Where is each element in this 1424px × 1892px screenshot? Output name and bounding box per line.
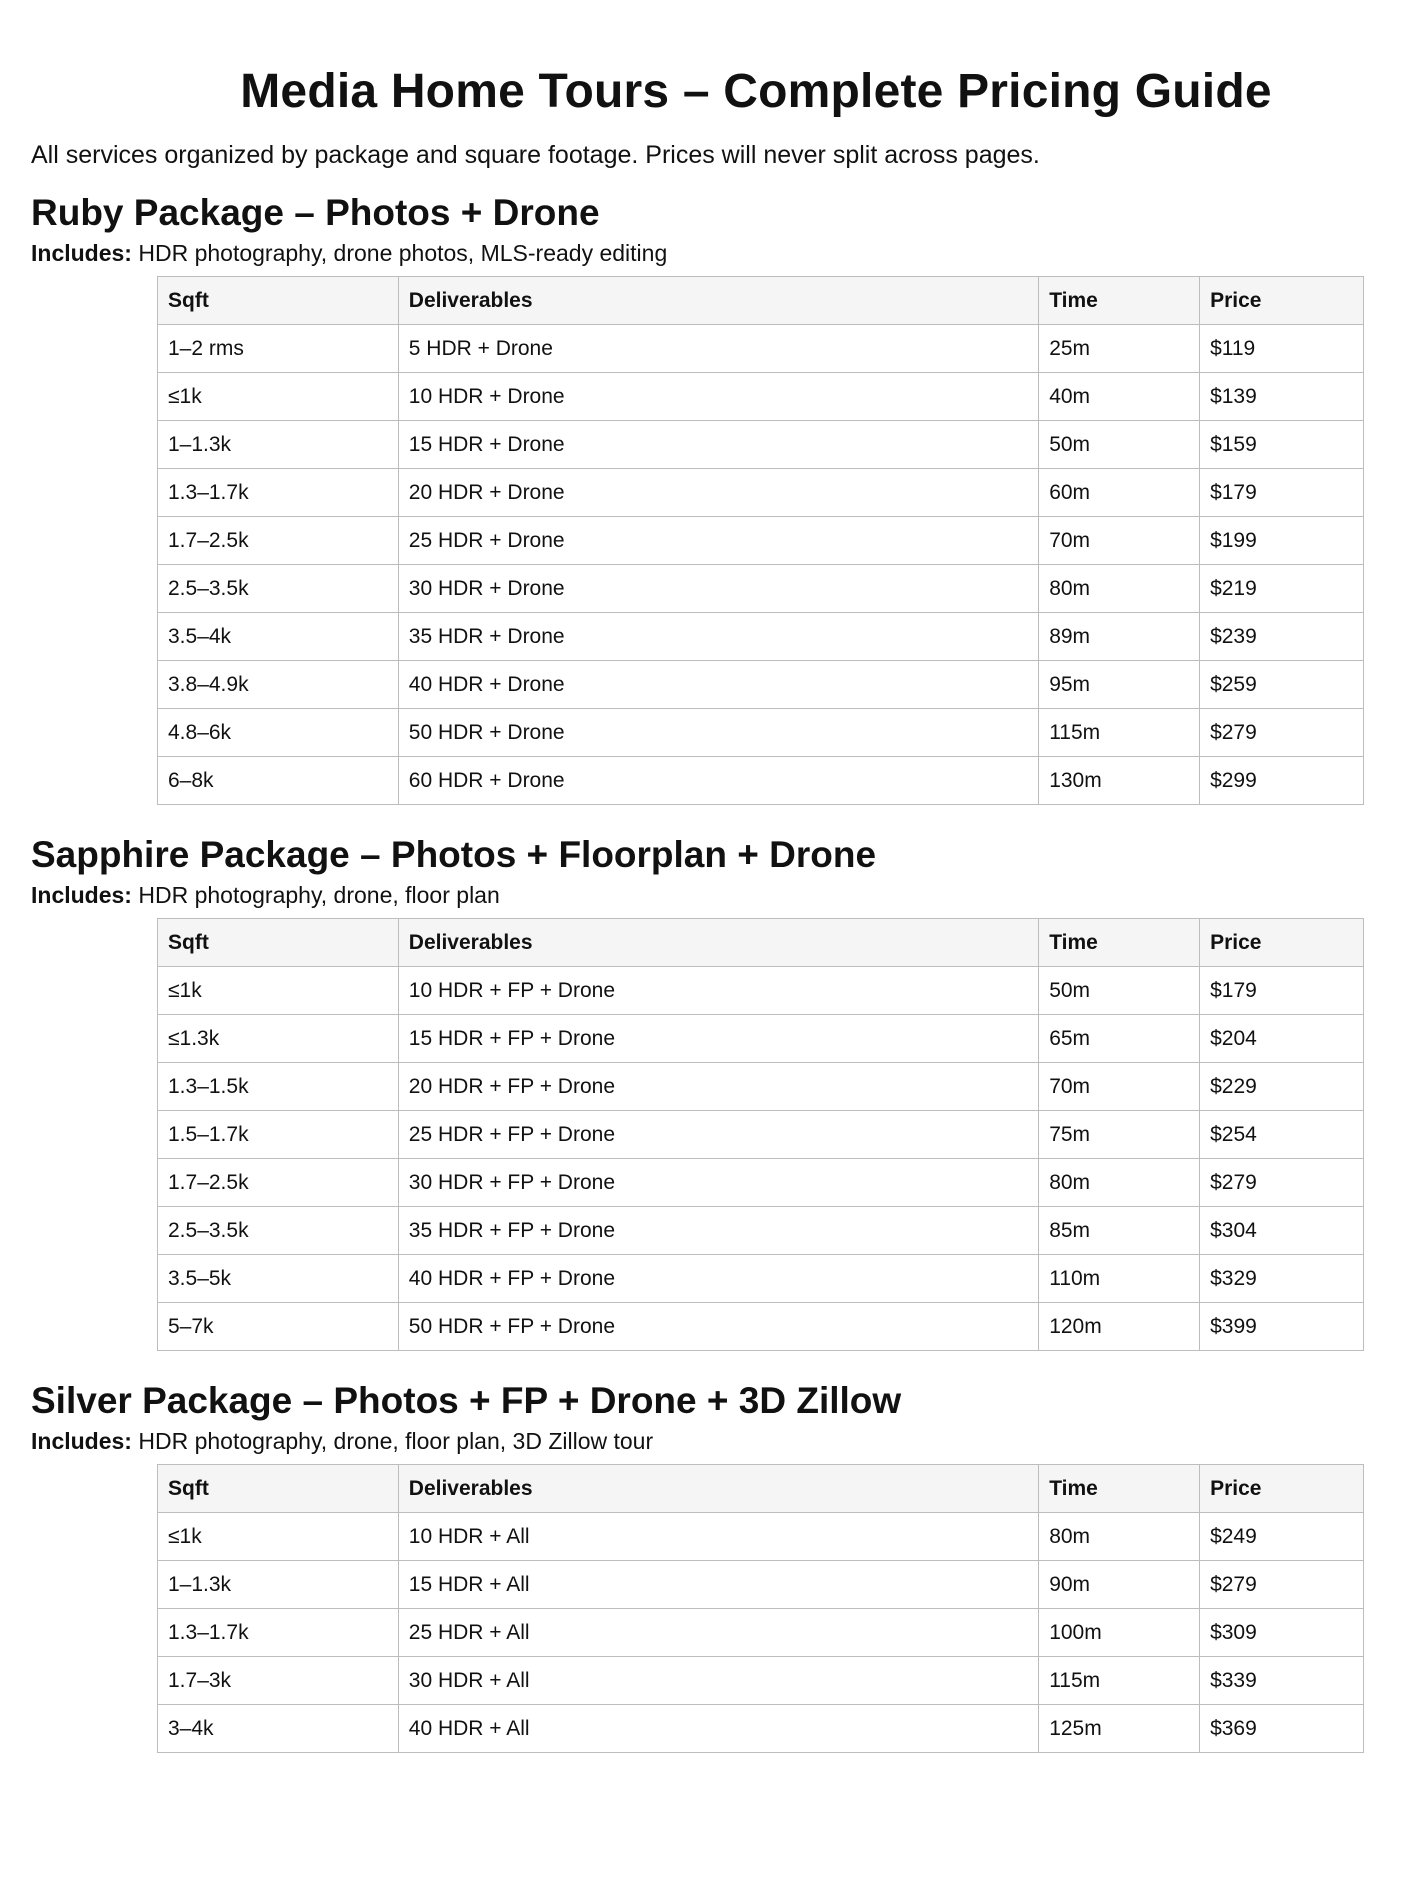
- sqft-cell: 6–8k: [158, 757, 399, 805]
- price-cell: $139: [1200, 373, 1364, 421]
- sqft-cell: 1.7–2.5k: [158, 517, 399, 565]
- price-cell: $159: [1200, 421, 1364, 469]
- deliverables-cell: 15 HDR + All: [398, 1561, 1038, 1609]
- package-title: Sapphire Package – Photos + Floorplan + Drone: [31, 834, 877, 875]
- column-header-sqft: Sqft: [158, 277, 399, 325]
- price-cell: $304: [1200, 1207, 1364, 1255]
- package-title: Ruby Package – Photos + Drone: [31, 192, 600, 233]
- time-cell: 80m: [1039, 565, 1200, 613]
- package-includes: [31, 880, 500, 910]
- deliverables-cell: 10 HDR + All: [398, 1513, 1038, 1561]
- sqft-cell: ≤1k: [158, 1513, 399, 1561]
- time-cell: 25m: [1039, 325, 1200, 373]
- column-header-time: Time: [1039, 277, 1200, 325]
- price-cell: $339: [1200, 1657, 1364, 1705]
- time-cell: 70m: [1039, 517, 1200, 565]
- sqft-cell: 1.7–3k: [158, 1657, 399, 1705]
- package-includes: [31, 1426, 653, 1456]
- deliverables-cell: 20 HDR + FP + Drone: [398, 1063, 1038, 1111]
- time-cell: 65m: [1039, 1015, 1200, 1063]
- price-cell: $369: [1200, 1705, 1364, 1753]
- pricing-table: [157, 276, 1364, 805]
- price-cell: $229: [1200, 1063, 1364, 1111]
- price-cell: $239: [1200, 613, 1364, 661]
- deliverables-cell: 10 HDR + FP + Drone: [398, 967, 1038, 1015]
- table-row: [158, 373, 1364, 421]
- deliverables-cell: 30 HDR + Drone: [398, 565, 1038, 613]
- deliverables-cell: 15 HDR + Drone: [398, 421, 1038, 469]
- sqft-cell: 1–2 rms: [158, 325, 399, 373]
- table-row: [158, 709, 1364, 757]
- table-row: [158, 613, 1364, 661]
- time-cell: 125m: [1039, 1705, 1200, 1753]
- column-header-sqft: Sqft: [158, 919, 399, 967]
- sqft-cell: 2.5–3.5k: [158, 565, 399, 613]
- deliverables-cell: 10 HDR + Drone: [398, 373, 1038, 421]
- time-cell: 95m: [1039, 661, 1200, 709]
- deliverables-cell: 50 HDR + Drone: [398, 709, 1038, 757]
- table-row: [158, 1303, 1364, 1351]
- price-cell: $279: [1200, 1159, 1364, 1207]
- deliverables-cell: 20 HDR + Drone: [398, 469, 1038, 517]
- time-cell: 120m: [1039, 1303, 1200, 1351]
- table-header-row: [158, 919, 1364, 967]
- sqft-cell: 1.7–2.5k: [158, 1159, 399, 1207]
- deliverables-cell: 25 HDR + All: [398, 1609, 1038, 1657]
- price-cell: $329: [1200, 1255, 1364, 1303]
- sqft-cell: 3.5–4k: [158, 613, 399, 661]
- deliverables-cell: 5 HDR + Drone: [398, 325, 1038, 373]
- table-row: [158, 757, 1364, 805]
- sqft-cell: 4.8–6k: [158, 709, 399, 757]
- table-row: [158, 1609, 1364, 1657]
- price-cell: $279: [1200, 1561, 1364, 1609]
- time-cell: 80m: [1039, 1513, 1200, 1561]
- deliverables-cell: 30 HDR + All: [398, 1657, 1038, 1705]
- time-cell: 85m: [1039, 1207, 1200, 1255]
- sqft-cell: ≤1.3k: [158, 1015, 399, 1063]
- table-row: [158, 1063, 1364, 1111]
- includes-text: HDR photography, drone, floor plan: [138, 882, 500, 908]
- sqft-cell: 1–1.3k: [158, 1561, 399, 1609]
- table-row: [158, 661, 1364, 709]
- sqft-cell: ≤1k: [158, 967, 399, 1015]
- price-cell: $179: [1200, 469, 1364, 517]
- sqft-cell: 1–1.3k: [158, 421, 399, 469]
- deliverables-cell: 60 HDR + Drone: [398, 757, 1038, 805]
- price-cell: $199: [1200, 517, 1364, 565]
- price-cell: $309: [1200, 1609, 1364, 1657]
- table-row: [158, 1255, 1364, 1303]
- sqft-cell: 1.3–1.7k: [158, 469, 399, 517]
- price-cell: $254: [1200, 1111, 1364, 1159]
- table-row: [158, 967, 1364, 1015]
- column-header-time: Time: [1039, 919, 1200, 967]
- column-header-price: Price: [1200, 919, 1364, 967]
- table-header-row: [158, 277, 1364, 325]
- deliverables-cell: 15 HDR + FP + Drone: [398, 1015, 1038, 1063]
- price-cell: $399: [1200, 1303, 1364, 1351]
- sqft-cell: 1.3–1.5k: [158, 1063, 399, 1111]
- column-header-deliverables: Deliverables: [398, 1465, 1038, 1513]
- table-row: [158, 517, 1364, 565]
- table-row: [158, 1159, 1364, 1207]
- column-header-time: Time: [1039, 1465, 1200, 1513]
- deliverables-cell: 50 HDR + FP + Drone: [398, 1303, 1038, 1351]
- time-cell: 75m: [1039, 1111, 1200, 1159]
- deliverables-cell: 25 HDR + Drone: [398, 517, 1038, 565]
- sqft-cell: 1.5–1.7k: [158, 1111, 399, 1159]
- sqft-cell: 3–4k: [158, 1705, 399, 1753]
- column-header-sqft: Sqft: [158, 1465, 399, 1513]
- deliverables-cell: 35 HDR + Drone: [398, 613, 1038, 661]
- table-row: [158, 565, 1364, 613]
- sqft-cell: 2.5–3.5k: [158, 1207, 399, 1255]
- table-row: [158, 1111, 1364, 1159]
- time-cell: 130m: [1039, 757, 1200, 805]
- table-header-row: [158, 1465, 1364, 1513]
- table-row: [158, 1561, 1364, 1609]
- pricing-table: [157, 918, 1364, 1351]
- includes-label: Includes:: [31, 882, 132, 908]
- time-cell: 89m: [1039, 613, 1200, 661]
- time-cell: 40m: [1039, 373, 1200, 421]
- table-row: [158, 1015, 1364, 1063]
- table-row: [158, 1207, 1364, 1255]
- table-row: [158, 421, 1364, 469]
- includes-text: HDR photography, drone photos, MLS-ready editing: [138, 240, 668, 266]
- time-cell: 80m: [1039, 1159, 1200, 1207]
- time-cell: 110m: [1039, 1255, 1200, 1303]
- price-cell: $179: [1200, 967, 1364, 1015]
- includes-label: Includes:: [31, 1428, 132, 1454]
- time-cell: 115m: [1039, 1657, 1200, 1705]
- deliverables-cell: 35 HDR + FP + Drone: [398, 1207, 1038, 1255]
- time-cell: 60m: [1039, 469, 1200, 517]
- column-header-deliverables: Deliverables: [398, 919, 1038, 967]
- package-includes: [31, 238, 667, 268]
- price-cell: $119: [1200, 325, 1364, 373]
- deliverables-cell: 40 HDR + All: [398, 1705, 1038, 1753]
- page-subtitle: All services organized by package and square footage. Prices will never split across pages.: [31, 141, 1040, 169]
- table-row: [158, 325, 1364, 373]
- column-header-deliverables: Deliverables: [398, 277, 1038, 325]
- time-cell: 50m: [1039, 421, 1200, 469]
- column-header-price: Price: [1200, 1465, 1364, 1513]
- deliverables-cell: 40 HDR + FP + Drone: [398, 1255, 1038, 1303]
- sqft-cell: ≤1k: [158, 373, 399, 421]
- sqft-cell: 1.3–1.7k: [158, 1609, 399, 1657]
- time-cell: 90m: [1039, 1561, 1200, 1609]
- sqft-cell: 3.8–4.9k: [158, 661, 399, 709]
- time-cell: 115m: [1039, 709, 1200, 757]
- price-cell: $279: [1200, 709, 1364, 757]
- time-cell: 100m: [1039, 1609, 1200, 1657]
- deliverables-cell: 25 HDR + FP + Drone: [398, 1111, 1038, 1159]
- sqft-cell: 5–7k: [158, 1303, 399, 1351]
- package-title: Silver Package – Photos + FP + Drone + 3D Zillow: [31, 1380, 902, 1421]
- page-title: Media Home Tours – Complete Pricing Guide: [240, 65, 1272, 118]
- deliverables-cell: 30 HDR + FP + Drone: [398, 1159, 1038, 1207]
- pricing-table: [157, 1464, 1364, 1753]
- includes-label: Includes:: [31, 240, 132, 266]
- deliverables-cell: 40 HDR + Drone: [398, 661, 1038, 709]
- price-cell: $259: [1200, 661, 1364, 709]
- table-row: [158, 469, 1364, 517]
- time-cell: 70m: [1039, 1063, 1200, 1111]
- price-cell: $249: [1200, 1513, 1364, 1561]
- price-cell: $204: [1200, 1015, 1364, 1063]
- price-cell: $219: [1200, 565, 1364, 613]
- table-row: [158, 1513, 1364, 1561]
- sqft-cell: 3.5–5k: [158, 1255, 399, 1303]
- table-row: [158, 1657, 1364, 1705]
- includes-text: HDR photography, drone, floor plan, 3D Zillow tour: [138, 1428, 654, 1454]
- price-cell: $299: [1200, 757, 1364, 805]
- column-header-price: Price: [1200, 277, 1364, 325]
- table-row: [158, 1705, 1364, 1753]
- time-cell: 50m: [1039, 967, 1200, 1015]
